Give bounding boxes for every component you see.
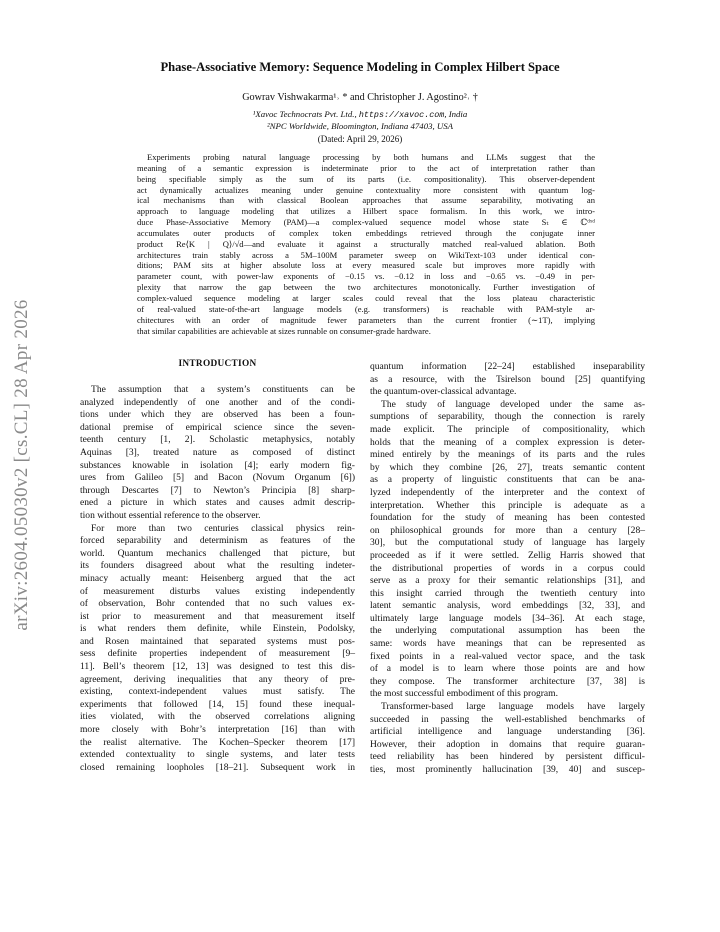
abstract-line: product Re⟨K | Q⟩/√d—and evaluate it against a structurally matched real-valued ablation. Both [137, 238, 595, 249]
paper-title: Phase-Associative Memory: Sequence Modeling in Complex Hilbert Space [160, 60, 560, 74]
abstract-line: meaning of a semantic expression is indeterminate prior to the act of interpretation rather than [137, 162, 595, 173]
body-text-line: teed reliability has been hindered by persistent difficul- [370, 751, 645, 763]
body-text-line: closed remaining loopholes [18–21]. Subsequent work in [80, 761, 355, 773]
body-text-line: lyzed independently of the interpreter and the context of [370, 486, 645, 498]
body-text-line: of measurement disturbs values existing independently [80, 585, 355, 597]
abstract-line: being specifiable simply as the sum of its parts (i.e. compositionality). This observer-dependent [137, 173, 595, 184]
body-text-line: minacy actually meant: Heisenberg argued that the act [80, 572, 355, 584]
body-text-line: on philosophical grounds for more than a century [28– [370, 524, 645, 536]
body-text-line: more closely with Bohr’s interpretation [16] than with [80, 724, 355, 736]
body-text-line: ist prior to measurement and that measurement itself [80, 610, 355, 622]
abstract-line: approach to language modeling that utilizes a Hilbert space formalism. In this work, we intro- [137, 206, 595, 217]
body-text-line: its founders disagreed about what the resulting indeter- [80, 560, 355, 572]
body-text-line: of a model is to learn where those points are and how [370, 663, 645, 675]
body-text-line: However, their adoption in domains that require guaran- [370, 738, 645, 750]
body-text-line: holds that the meaning of a complex expression is deter- [370, 436, 645, 448]
body-text-line: ultimately large language models [34–36]. At each stage, [370, 612, 645, 624]
body-text-line: forced separability and determinism as features of the [80, 535, 355, 547]
body-text-line: through Descartes [7] to Newton’s Principia [8] sharp- [80, 484, 355, 496]
body-text-line: tions under which they are observed has been a foun- [80, 409, 355, 421]
body-text-line: succeeded in passing the well-established benchmarks of [370, 713, 645, 725]
right-column [370, 361, 645, 777]
body-text-line: artificial intelligence and language understanding [36]. [370, 726, 645, 738]
body-text-line: the most successful embodiment of this program. [370, 688, 558, 700]
body-text-line: this insight carried through the twentieth century into [370, 587, 645, 599]
body-text-line: foundation for the study of meaning has been contested [370, 512, 645, 524]
body-text-line: The assumption that a system’s constituents can be [91, 384, 355, 395]
body-text-line: of observation, Bohr contended that no such values ex- [80, 598, 355, 610]
body-text-line: agreement, deriving inequalities that any theory of pre- [80, 673, 355, 685]
affiliation-1-country: , India [444, 109, 468, 119]
body-text-line: quantum information [22–24] established inseparability [370, 361, 645, 372]
abstract-line: duce Phase-Associative Memory (PAM)—a complex-valued sequence model whose state Sₜ ∈ ℂᵈˣᵈ [137, 217, 595, 228]
body-text-line: dational premise of empirical science since the seven- [80, 421, 355, 433]
body-text-line: they compose. The transformer architecture [37, 38] is [370, 675, 645, 687]
body-text-line: as a resource, with the Tsirelson bound [25] quantifying [370, 373, 645, 385]
body-text-line: existing, context-independent values must satisfy. The [80, 686, 355, 698]
abstract-line: architectures train stably across a 5M–100M parameter sweep on WikiText-103 under identical con- [137, 249, 595, 260]
affiliation-1 [80, 109, 640, 120]
body-text-line: 30], but the computational study of language has largely [370, 537, 645, 549]
body-text-line: the realist alternative. The Kochen–Specker theorem [17] [80, 736, 355, 748]
abstract-line: ical mechanisms than with classical Boolean approaches that assume separability, motivating an [137, 195, 595, 206]
body-text-line: as a property of linguistic constituents that can be ana- [370, 474, 645, 486]
affiliation-1-name: ¹Xavoc Technocrats Pvt. Ltd., [252, 109, 359, 119]
affiliation-2: ²NPC Worldwide, Bloomington, Indiana 47403, USA [266, 121, 454, 131]
body-text-line: by which they combine [26, 27], treats semantic content [370, 461, 645, 473]
body-text-line: ties, most prominently hallucination [39, 40] and suscep- [370, 764, 645, 775]
body-text-line: and Rosen maintained that separated systems must pos- [80, 635, 355, 647]
body-text-line: same: words have meanings that can be represented as [370, 638, 645, 650]
body-text-line: substances knowable in isolation [4]; early modern fig- [80, 459, 355, 471]
body-text-line: tion without essential reference to the observer. [80, 509, 261, 521]
left-column [80, 360, 355, 774]
body-text-line: teenth century [1, 2]. Scholastic metaphysics, notably [80, 434, 355, 446]
abstract-line: of real-valued state-of-the-art language models (e.g. transformers) is reachable with PAM-style ar- [137, 303, 595, 314]
abstract-line: act dynamically actualizes meaning under genuine contextuality more consistent with quantum log- [137, 184, 595, 195]
abstract-line: plexity that narrow the gap between the two architectures monotonically. Further investigation of [137, 282, 595, 293]
body-text-line: Aquinas [3], treated nature as composed of distinct [80, 446, 355, 458]
body-text-line: ities violated, with the observed correlations aligning [80, 711, 355, 723]
abstract-line: ditions; PAM sits at higher absolute loss at every measured scale but improves more rapidly with [137, 260, 595, 271]
body-text-line: sumptions of separability, though the connection is rarely [370, 411, 645, 423]
abstract [137, 152, 595, 336]
body-text-line: made explicit. The principle of compositionality, which [370, 423, 645, 435]
body-text-line: interpretation. Whether this principle is adequate as a [370, 499, 645, 511]
body-text-line: The study of language developed under the same as- [381, 398, 645, 410]
affiliation-1-url[interactable]: https://xavoc.com [358, 110, 445, 120]
body-text-line: is what renders them definite, while Einstein, Podolsky, [80, 623, 355, 635]
body-text-line: 11]. Bell’s theorem [12, 13] was designed to test this dis- [80, 661, 355, 673]
body-text-line: the underlying computational assumption has been the [370, 625, 645, 637]
body-text-line: Transformer-based large language models have largely [381, 701, 645, 713]
body-text-line: experiments that followed [14, 15] found these inequal- [80, 698, 355, 710]
abstract-line: Experiments probing natural language processing by both humans and LLMs suggest that the [147, 152, 595, 162]
body-text-line: ened a picture in which states and causes admit descrip- [80, 497, 355, 509]
dated-line: (Dated: April 29, 2026) [317, 134, 403, 144]
body-text-line: sess definite properties independent of measurement [9– [80, 648, 355, 660]
body-text-line: analyzed independently of one another and of the condi- [80, 396, 355, 408]
body-text-line: proceeded as if it were settled. Zellig Harris showed that [370, 549, 645, 561]
body-text-line: For more than two centuries classical physics rein- [91, 522, 355, 534]
body-text-line: the distributional properties of words in a corpus could [370, 562, 645, 574]
body-text-line: the quantum-over-classical advantage. [370, 386, 517, 398]
author-list: Gowrav Vishwakarma¹˒ * and Christopher J. Agostino²˒ † [242, 92, 478, 103]
body-text-line: fixed points in a real-valued vector space, and the task [370, 650, 645, 662]
section-heading-introduction: INTRODUCTION [178, 359, 257, 369]
body-text-line: latent semantic analysis, word embeddings [32, 33], and [370, 600, 645, 612]
abstract-line: parameter count, with power-law exponents of −0.15 vs. −0.12 in loss and −0.65 vs. −0.49 in per- [137, 271, 595, 282]
abstract-line: chitectures with an order of magnitude fewer parameters than the current frontier (∼1T), implying [137, 314, 595, 325]
body-text-line: serve as a proxy for their semantic relationships [31], and [370, 575, 645, 587]
arxiv-identifier-text: arXiv:2604.05030v2 [cs.CL] 28 Apr 2026 [11, 299, 32, 631]
abstract-line: accumulates outer products of complex token embeddings retrieved through the conjugate inner [137, 227, 595, 238]
body-text-line: extended contextuality to single systems, and later tests [80, 749, 355, 761]
body-text-line: world. Quantum mechanics challenged that picture, but [80, 547, 355, 559]
body-text-line: mined entirely by the meanings of its parts and the rules [370, 449, 645, 461]
abstract-line: complex-valued sequence modeling at larger scales could reveal that the loss plateau characteristic [137, 292, 595, 303]
abstract-line: that similar capabilities are achievable at sizes runnable on consumer-grade hardware. [137, 325, 431, 336]
body-text-line: ures from Galileo [5] and Bacon (Novum Organum [6]) [80, 472, 355, 484]
